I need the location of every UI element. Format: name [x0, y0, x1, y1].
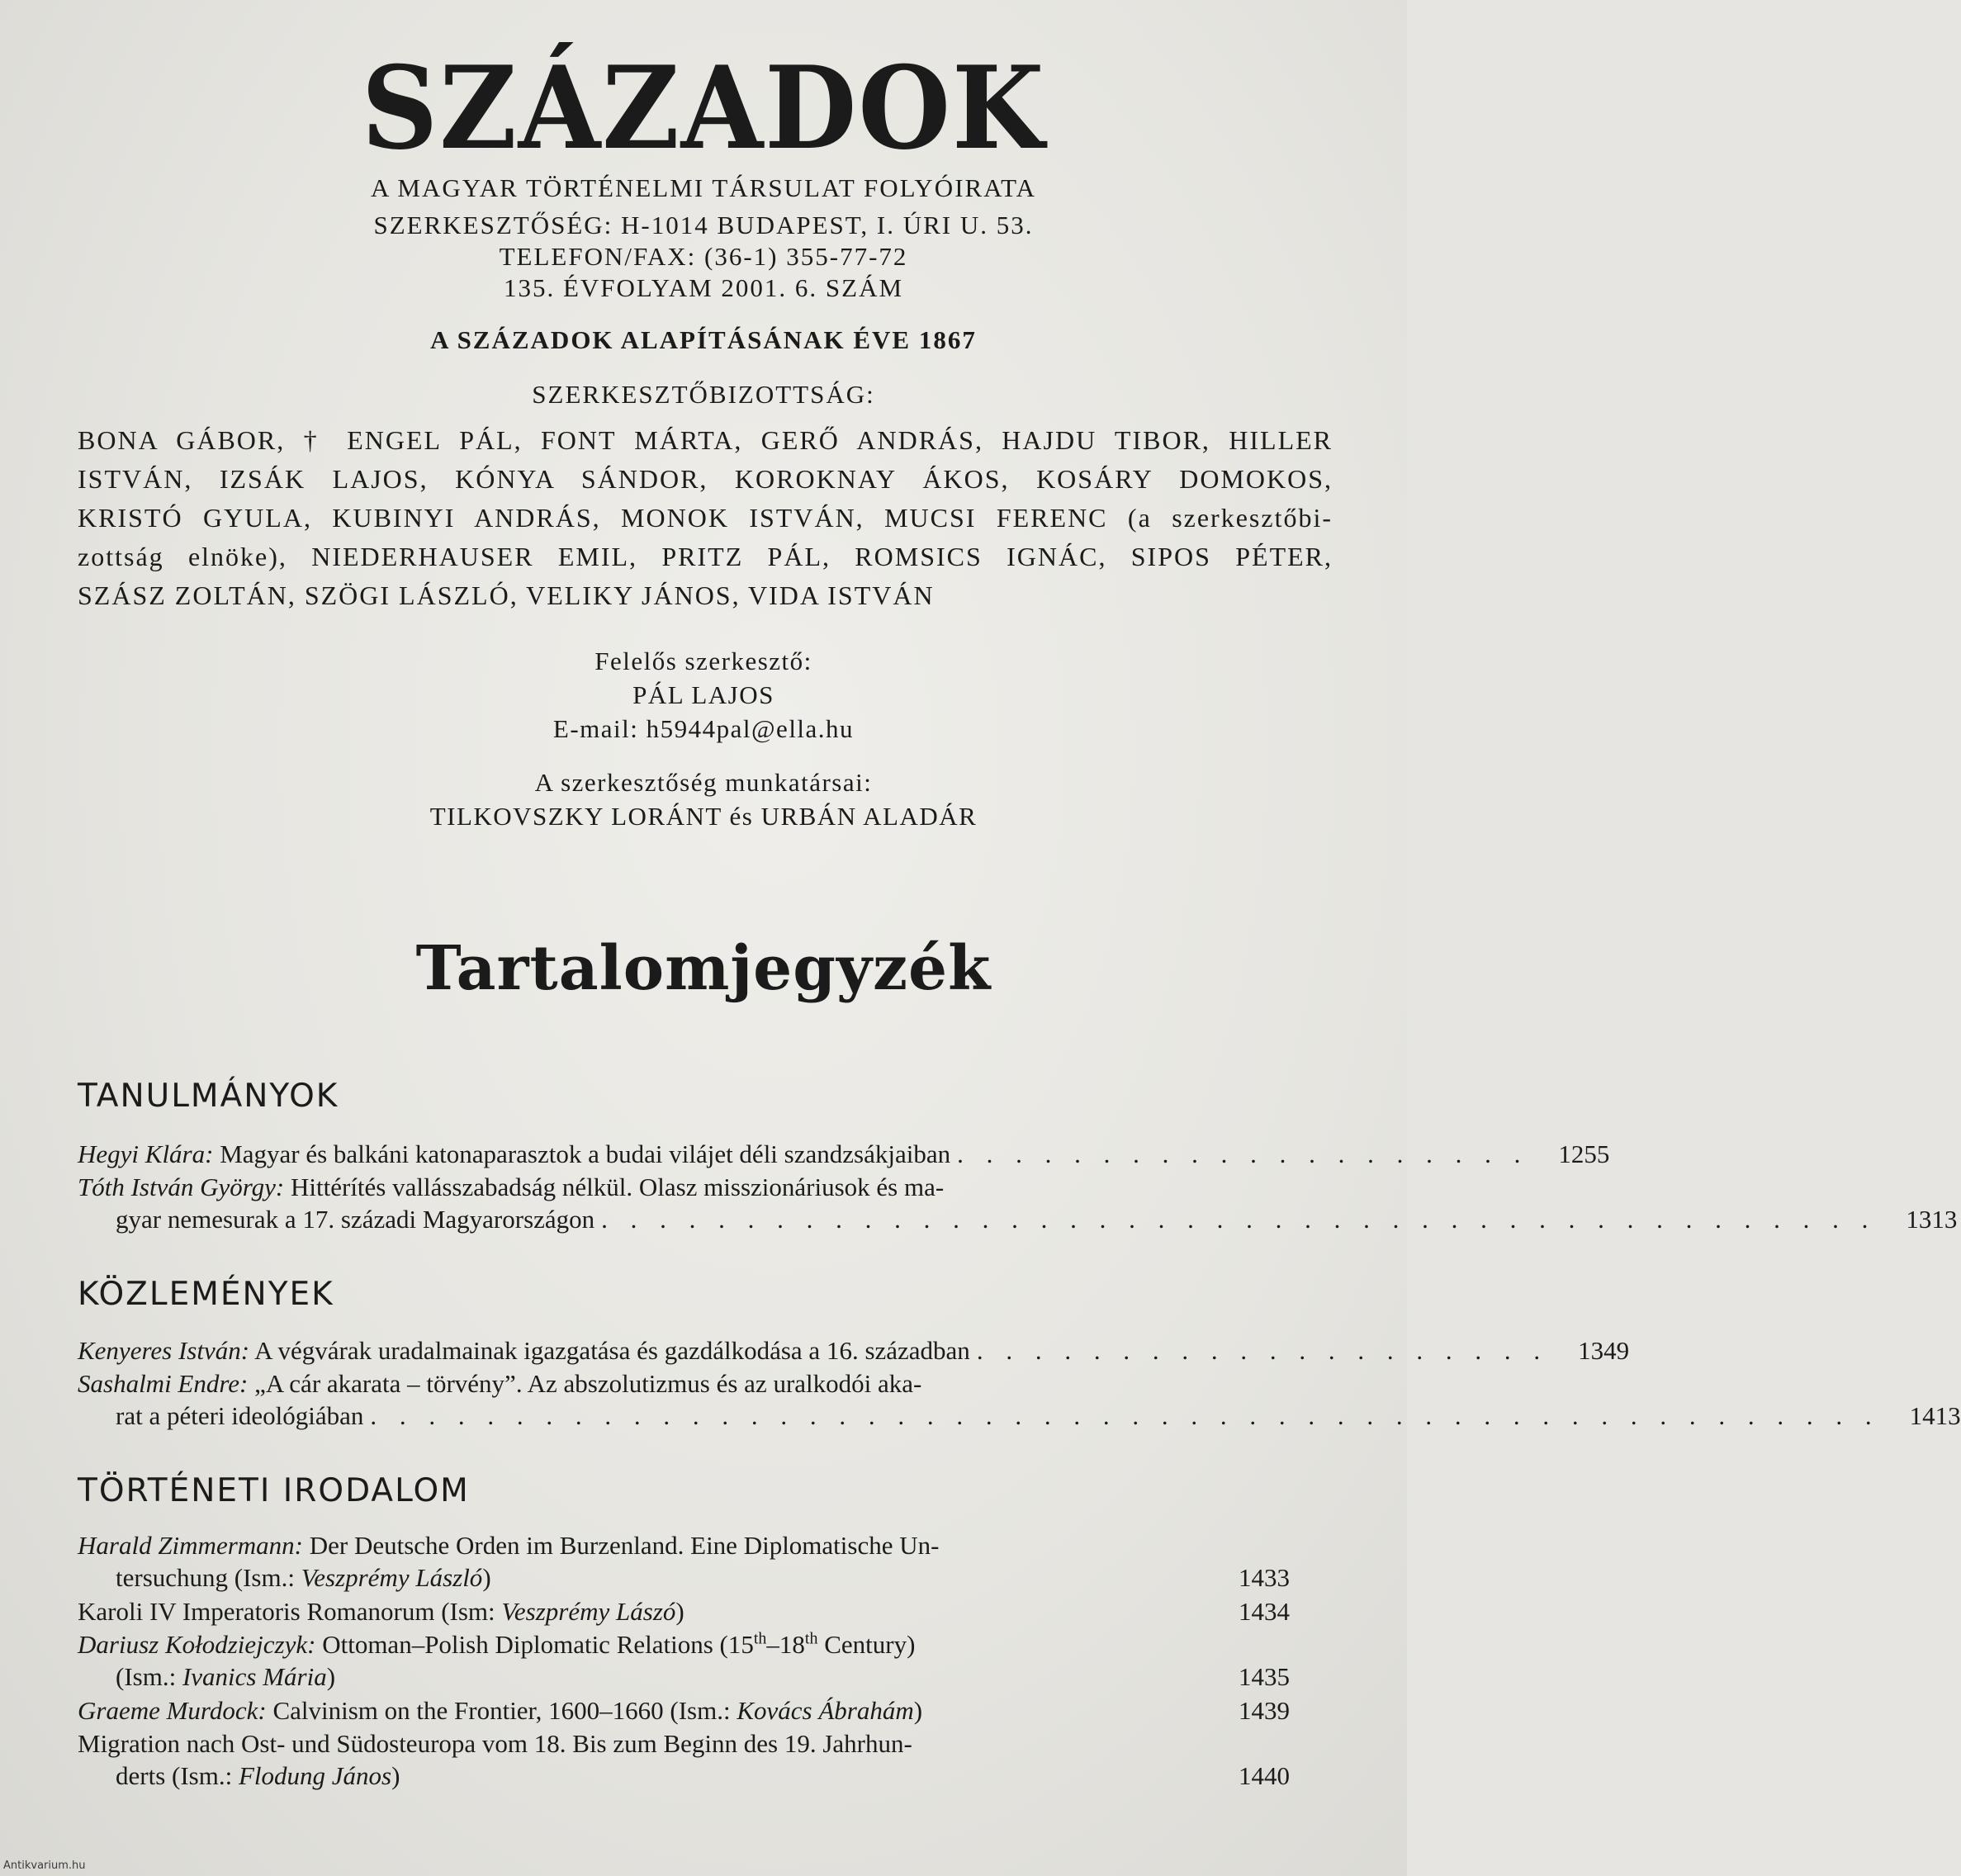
volume-line: 135. ÉVFOLYAM 2001. 6. SZÁM: [503, 273, 904, 302]
toc-entry: [78, 1595, 1290, 1627]
board-line: BONA GÁBOR, † ENGEL PÁL, FONT MÁRTA, GERŐ ANDRÁS, HAJDU TIBOR, HILLER: [78, 425, 1333, 455]
entry-page: 1349: [1578, 1336, 1630, 1365]
entry-author: Sashalmi Endre:: [78, 1369, 249, 1398]
entry-title: –18: [766, 1630, 805, 1659]
entry-page: 1434: [1239, 1597, 1290, 1626]
leader-dots: . . . . . . . . . . . . . . . . . . . . . . . . . . . . . . . . . . . . . . . . . . . . . . . . . . . .: [370, 1401, 1880, 1430]
leader-dots: . . . . . . . . . . . . . . . . . . . .: [976, 1336, 1549, 1365]
leader-dots: . . . . . . . . . . . . . . . . . . . . . . . . . . . . . . . . . . . . . . . . . . . .: [601, 1205, 1877, 1234]
founding-year: A SZÁZADOK ALAPÍTÁSÁNAK ÉVE 1867: [430, 325, 977, 354]
entry-page: 1435: [1239, 1662, 1290, 1691]
entry-title: Karoli IV Imperatoris Romanorum (Ism:: [78, 1597, 502, 1626]
entry-title: A végvárak uradalmainak igazgatása és gazdálkodása a 16. században: [249, 1336, 970, 1365]
entry-page: 1440: [1239, 1761, 1290, 1790]
toc-title: Tartalomjegyzék: [415, 933, 992, 1004]
entry-reviewer: Veszprémy László: [301, 1563, 483, 1592]
entry-title: Magyar és balkáni katonaparasztok a budai vilájet déli szandzsákjaiban: [213, 1139, 951, 1168]
address-line: SZERKESZTŐSÉG: H-1014 BUDAPEST, I. ÚRI U. 53.: [373, 211, 1034, 239]
board-heading: SZERKESZTŐBIZOTTSÁG:: [532, 380, 875, 409]
entry-reviewer: Flodung János: [238, 1761, 392, 1790]
superscript: th: [804, 1629, 818, 1648]
journal-title: SZÁZADOK: [361, 40, 1046, 175]
entry-title: Hittérítés vallásszabadság nélkül. Olasz misszionáriusok és ma-: [284, 1172, 945, 1201]
entry-reviewer: Kovács Ábrahám: [737, 1696, 914, 1725]
entry-title: Calvinism on the Frontier, 1600–1660 (Ism.:: [266, 1696, 737, 1725]
entry-close: ): [913, 1696, 923, 1725]
phone-line: TELEFON/FAX: (36-1) 355-77-72: [499, 242, 908, 271]
staff-label: A szerkesztőség munkatársai:: [534, 768, 873, 797]
entry-author: Kenyeres István:: [78, 1336, 250, 1365]
entry-title: „A cár akarata – törvény”. Az abszolutizmus és az uralkodói aka-: [248, 1369, 922, 1398]
toc-entry: [78, 1727, 1290, 1792]
entry-author: Graeme Murdock:: [78, 1696, 267, 1725]
entry-page: 1313: [1906, 1205, 1958, 1234]
superscript: th: [753, 1629, 767, 1648]
toc-entry: [78, 1367, 1961, 1432]
entry-page: 1439: [1239, 1696, 1290, 1725]
entry-title: gyar nemesurak a 17. századi Magyarországon: [116, 1205, 595, 1234]
toc-entry: [78, 1628, 1290, 1693]
board-line: zottság elnöke), NIEDERHAUSER EMIL, PRITZ PÁL, ROMSICS IGNÁC, SIPOS PÉTER,: [78, 542, 1333, 571]
editorial-board: [78, 421, 1333, 615]
entry-title: Der Deutsche Orden im Burzenland. Eine Diplomatische Un-: [302, 1531, 940, 1560]
entry-author: Harald Zimmermann:: [78, 1531, 303, 1560]
watermark: Antikvarium.hu: [3, 1859, 86, 1872]
editor-email: E-mail: h5944pal@ella.hu: [552, 714, 855, 743]
entry-author: Tóth István György:: [78, 1172, 285, 1201]
publisher-line: A MAGYAR TÖRTÉNELMI TÁRSULAT FOLYÓIRATA: [371, 173, 1036, 202]
entry-title: (Ism.:: [116, 1662, 182, 1691]
toc-entry: [78, 1334, 1630, 1367]
entry-title: Migration nach Ost- und Südosteuropa vom 18. Bis zum Beginn des 19. Jahrhun-: [78, 1729, 912, 1758]
entry-title: Ottoman–Polish Diplomatic Relations (15: [315, 1630, 754, 1659]
section-heading: KÖZLEMÉNYEK: [78, 1276, 334, 1313]
entry-title: derts (Ism.:: [116, 1761, 239, 1790]
section-heading: TÖRTÉNETI IRODALOM: [78, 1472, 470, 1509]
entry-author: Hegyi Klára:: [78, 1139, 214, 1168]
entry-title: tersuchung (Ism.:: [116, 1563, 301, 1592]
entry-close: ): [391, 1761, 400, 1790]
staff-names: TILKOVSZKY LORÁNT és URBÁN ALADÁR: [429, 802, 978, 831]
entry-reviewer: Veszprémy Lászó: [501, 1597, 676, 1626]
toc-entry: [78, 1529, 1290, 1594]
toc-entry: [78, 1171, 1958, 1235]
board-line: SZÁSZ ZOLTÁN, SZÖGI LÁSZLÓ, VELIKY JÁNOS, VIDA ISTVÁN: [78, 580, 935, 610]
board-line: KRISTÓ GYULA, KUBINYI ANDRÁS, MONOK ISTVÁN, MUCSI FERENC (a szerkesztőbi-: [78, 503, 1333, 533]
entry-title: rat a péteri ideológiában: [116, 1401, 364, 1430]
entry-author: Dariusz Kołodziejczyk:: [78, 1630, 316, 1659]
entry-close: ): [326, 1662, 336, 1691]
entry-page: 1433: [1239, 1563, 1290, 1592]
entry-close: ): [482, 1563, 491, 1592]
toc-entry: [78, 1694, 1290, 1727]
editor-label: Felelős szerkesztő:: [594, 647, 812, 675]
editor-name: PÁL LAJOS: [632, 680, 774, 709]
entry-close: ): [675, 1597, 684, 1626]
entry-page: 1413: [1909, 1401, 1961, 1430]
board-line: ISTVÁN, IZSÁK LAJOS, KÓNYA SÁNDOR, KOROKNAY ÁKOS, KOSÁRY DOMOKOS,: [78, 464, 1333, 494]
toc-entry: [78, 1138, 1610, 1170]
entry-page: 1255: [1558, 1139, 1610, 1168]
entry-reviewer: Ivanics Mária: [182, 1662, 327, 1691]
entry-title: Century): [817, 1630, 916, 1659]
leader-dots: . . . . . . . . . . . . . . . . . . . .: [957, 1139, 1529, 1168]
section-heading: TANULMÁNYOK: [78, 1078, 339, 1115]
